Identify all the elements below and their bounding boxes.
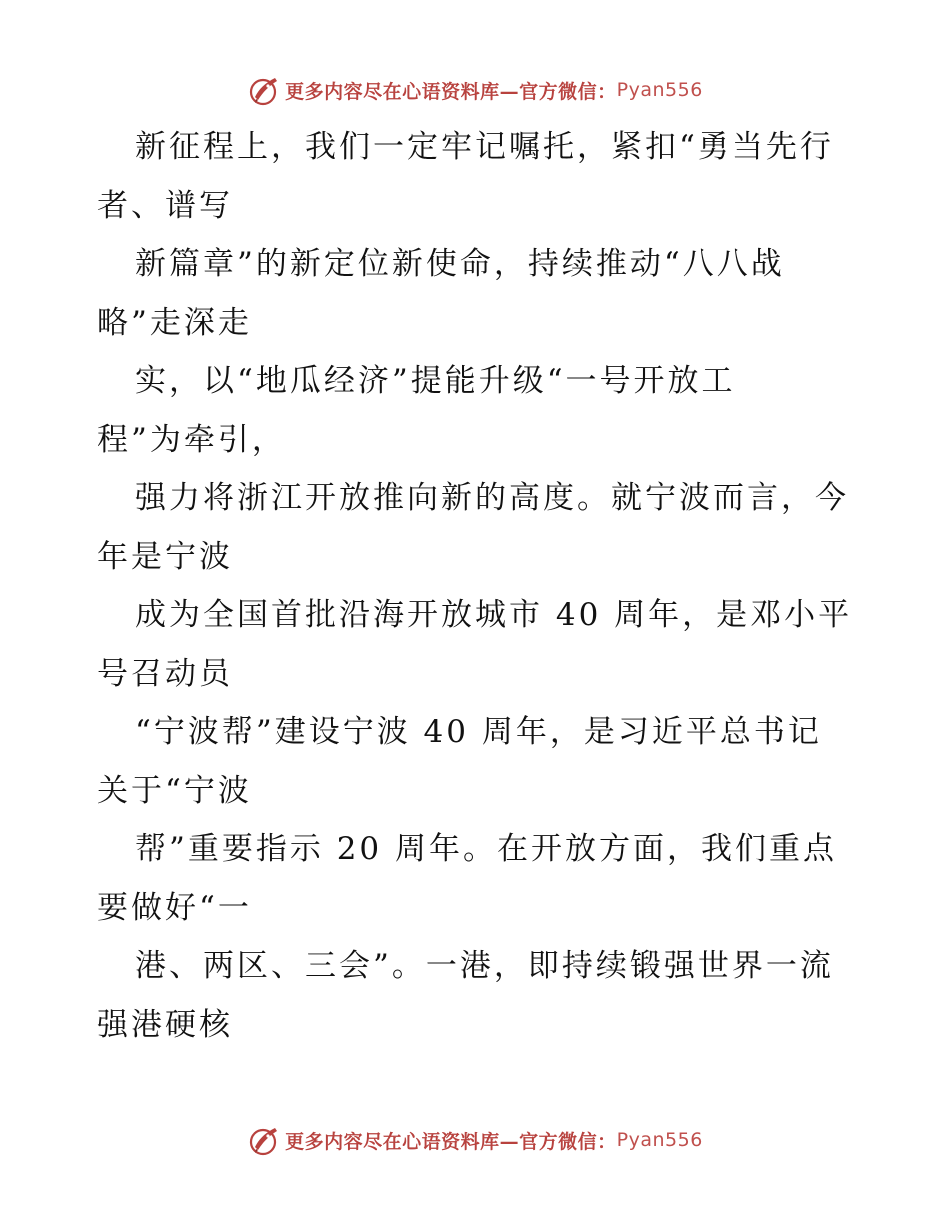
- text-line: 实，以“地瓜经济”提能升级“一号开放工: [135, 363, 736, 399]
- text-line: 程”为牵引，: [97, 421, 286, 458]
- document-body: [97, 118, 857, 1054]
- watermark-text: 更多内容尽在心语资料库—官方微信：: [285, 1130, 617, 1153]
- text-line: 要做好“一: [97, 889, 252, 926]
- text-line: 号召动员: [97, 655, 233, 692]
- text-line: 帮”重要指示 20 周年。在开放方面，我们重点: [135, 831, 838, 867]
- text-line: 年是宁波: [97, 538, 233, 575]
- text-line: 关于“宁波: [97, 772, 252, 809]
- text-line: 港、两区、三会”。一港，即持续锻强世界一流: [135, 948, 834, 984]
- text-line: 强港硬核: [97, 1006, 233, 1043]
- text-line: 新篇章”的新定位新使命，持续推动“八八战: [135, 246, 785, 282]
- text-line: 新征程上，我们一定牢记嘱托，紧扣“勇当先行: [135, 129, 834, 165]
- pen-logo-icon: [247, 1123, 281, 1157]
- text-line: 强力将浙江开放推向新的高度。就宁波而言，今: [135, 480, 849, 516]
- text-line: 者、谱写: [97, 187, 233, 224]
- watermark-handle: Pyan556: [616, 1129, 703, 1151]
- text-line: 成为全国首批沿海开放城市 40 周年，是邓小平: [135, 597, 853, 633]
- header-watermark: [0, 70, 950, 110]
- watermark-handle: Pyan556: [616, 79, 703, 101]
- watermark-text: 更多内容尽在心语资料库—官方微信：: [285, 80, 617, 103]
- text-line: 略”走深走: [97, 304, 252, 341]
- footer-watermark: [0, 1120, 950, 1160]
- text-line: “宁波帮”建设宁波 40 周年，是习近平总书记: [135, 714, 822, 750]
- pen-logo-icon: [247, 73, 281, 107]
